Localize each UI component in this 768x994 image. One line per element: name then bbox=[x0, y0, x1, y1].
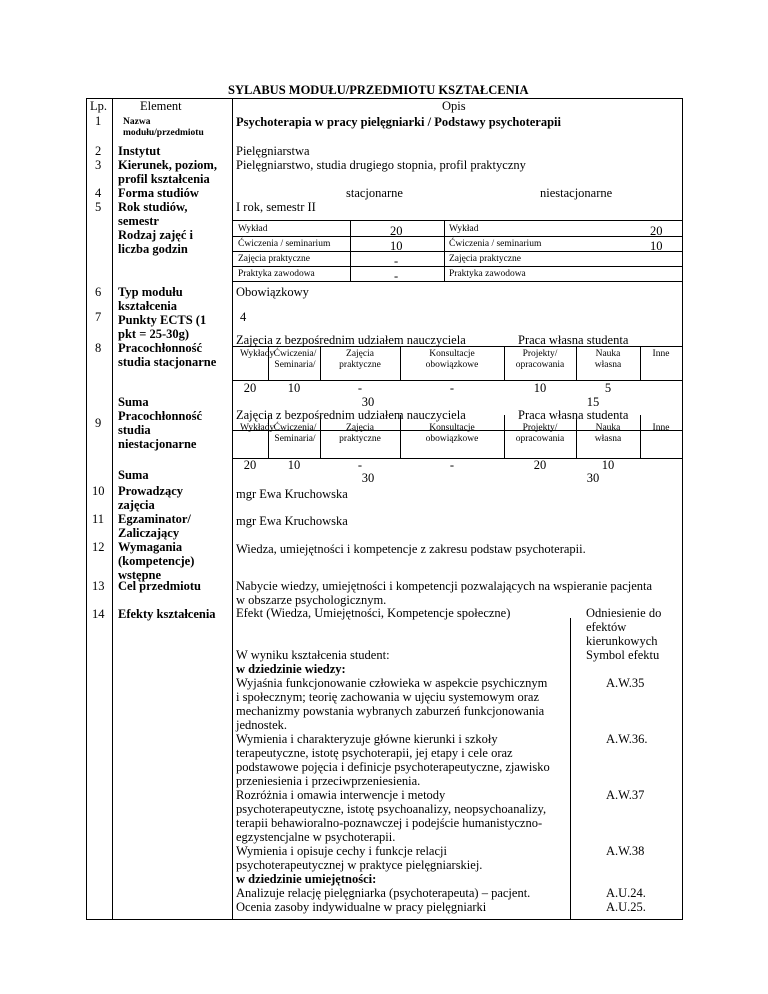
hours-label: Ćwiczenia / seminarium bbox=[238, 239, 331, 249]
effects-header: Efekt (Wiedza, Umiejętności, Kompetencje społeczne) bbox=[236, 606, 511, 620]
row-label: Rodzaj zajęć i bbox=[118, 228, 193, 242]
effects-heading: w dziedzinie wiedzy: bbox=[236, 662, 346, 676]
col-header: praktyczne bbox=[339, 360, 381, 370]
workload-sum-own: 30 bbox=[586, 471, 600, 485]
row-label: pkt = 25-30g) bbox=[118, 327, 190, 341]
col-header: opracowania bbox=[515, 434, 565, 444]
hours-value: - bbox=[394, 254, 399, 268]
header-lp: Lp. bbox=[90, 99, 108, 113]
row-label: Wymagania bbox=[118, 540, 183, 554]
row-value: Nabycie wiedzy, umiejętności i kompetencji pozwalających na wspieranie pacjenta bbox=[236, 579, 653, 593]
row-number: 10 bbox=[92, 484, 105, 498]
workload-sum-own: 15 bbox=[586, 395, 600, 409]
workload-value: 10 bbox=[533, 381, 547, 395]
row-value: Pielęgniarstwa bbox=[236, 144, 310, 158]
hours-label: Praktyka zawodowa bbox=[238, 269, 315, 279]
effect-line: jednostek. bbox=[236, 718, 288, 732]
effect-line: terapii behawioralno-poznawczej i podejście humanistyczno- bbox=[236, 816, 543, 830]
effect-line: psychoterapeutycznej w praktyce pielęgniarskiej. bbox=[236, 858, 483, 872]
col-header: obowiązkowe bbox=[425, 360, 479, 370]
effect-code: A.U.25. bbox=[606, 900, 646, 914]
col-header: własna bbox=[594, 360, 622, 370]
row-label: Forma studiów bbox=[118, 186, 199, 200]
effect-line: egzystencjalne w psychoterapii. bbox=[236, 830, 396, 844]
row-label: wstępne bbox=[118, 568, 162, 582]
hours-label: Wykład bbox=[449, 224, 479, 234]
row-value: w obszarze psychologicznym. bbox=[236, 593, 387, 607]
workload-contact-label: Zajęcia z bezpośrednim udziałem nauczyciela bbox=[236, 408, 466, 422]
effect-code: A.U.24. bbox=[606, 886, 646, 900]
header-element: Element bbox=[140, 99, 182, 113]
row-number: 12 bbox=[92, 540, 105, 554]
header-opis: Opis bbox=[442, 99, 466, 113]
workload-value: - bbox=[449, 458, 455, 472]
row-value: stacjonarne bbox=[346, 186, 403, 200]
row-label: (kompetencje) bbox=[118, 554, 195, 568]
workload-value: - bbox=[357, 381, 363, 395]
row-label: Egzaminator/ bbox=[118, 512, 191, 526]
col-header: Wykłady bbox=[240, 423, 275, 433]
col-header: Projekty/ bbox=[522, 423, 558, 433]
row-label: semestr bbox=[118, 214, 159, 228]
effects-heading: w dziedzinie umiejętności: bbox=[236, 872, 377, 886]
col-header: Wykłady bbox=[240, 349, 275, 359]
row-label: Pracochłonność bbox=[118, 341, 203, 355]
row-number: 8 bbox=[95, 341, 102, 355]
effect-code: A.W.38 bbox=[606, 844, 645, 858]
effect-line: terapeutyczne, istotę psychoterapii, jej etapy i cele oraz bbox=[236, 746, 513, 760]
effects-ref: Odniesienie do bbox=[586, 606, 662, 620]
row-number: 6 bbox=[95, 285, 102, 299]
row-label: Kierunek, poziom, bbox=[118, 158, 217, 172]
row-label: Instytut bbox=[118, 144, 161, 158]
row-label: Nazwa bbox=[123, 117, 151, 127]
effect-line: i społecznym; teorię zachowania w ujęciu systemowym oraz bbox=[236, 690, 540, 704]
col-header: Konsultacje bbox=[429, 349, 475, 359]
row-number: 3 bbox=[95, 158, 102, 172]
effect-line: Rozróżnia i omawia interwencje i metody bbox=[236, 788, 446, 802]
row-number: 5 bbox=[95, 200, 102, 214]
row-label: Pracochłonność bbox=[118, 409, 203, 423]
row-label: studia stacjonarne bbox=[118, 355, 217, 369]
workload-value: 20 bbox=[243, 381, 257, 395]
row-number: 11 bbox=[92, 512, 105, 526]
row-label: zajęcia bbox=[118, 498, 155, 512]
col-header: praktyczne bbox=[339, 434, 381, 444]
row-number: 1 bbox=[95, 114, 102, 128]
effects-ref: efektów bbox=[586, 620, 627, 634]
row-label: niestacjonarne bbox=[118, 437, 197, 451]
workload-value: 10 bbox=[601, 458, 615, 472]
workload-value: 10 bbox=[287, 381, 301, 395]
effect-code: A.W.36. bbox=[606, 732, 648, 746]
col-header: Zajęcia bbox=[346, 423, 374, 433]
effect-code: A.W.35 bbox=[606, 676, 645, 690]
col-header: Inne bbox=[652, 349, 670, 359]
hours-value: - bbox=[394, 269, 399, 283]
row-sum-label: Suma bbox=[118, 468, 149, 482]
row-value: mgr Ewa Kruchowska bbox=[236, 487, 348, 501]
page-title: SYLABUS MODUŁU/PRZEDMIOTU KSZTAŁCENIA bbox=[228, 83, 529, 97]
row-value: I rok, semestr II bbox=[236, 200, 316, 214]
workload-value: - bbox=[357, 458, 363, 472]
col-header: własna bbox=[594, 434, 622, 444]
effect-code: A.W.37 bbox=[606, 788, 645, 802]
row-value: Pielęgniarstwo, studia drugiego stopnia, profil praktyczny bbox=[236, 158, 526, 172]
workload-value: 20 bbox=[243, 458, 257, 472]
hours-label: Ćwiczenia / seminarium bbox=[449, 239, 542, 249]
hours-value: 10 bbox=[650, 239, 663, 253]
workload-own-label: Praca własna studenta bbox=[518, 333, 629, 347]
row-label: profil kształcenia bbox=[118, 172, 210, 186]
col-header: Konsultacje bbox=[429, 423, 475, 433]
row-label: liczba godzin bbox=[118, 242, 188, 256]
row-label: studia bbox=[118, 423, 151, 437]
row-label: kształcenia bbox=[118, 299, 178, 313]
hours-label: Zajęcia praktyczne bbox=[238, 254, 310, 264]
row-sum-label: Suma bbox=[118, 395, 149, 409]
row-number: 7 bbox=[95, 310, 102, 324]
row-value: Obowiązkowy bbox=[236, 285, 309, 299]
row-label: Efekty kształcenia bbox=[118, 607, 216, 621]
col-header: Nauka bbox=[595, 349, 621, 359]
row-number: 14 bbox=[92, 607, 105, 621]
row-label: Typ modułu bbox=[118, 285, 183, 299]
row-number: 2 bbox=[95, 144, 102, 158]
workload-sum-contact: 30 bbox=[361, 395, 375, 409]
hours-value: 20 bbox=[390, 224, 403, 238]
col-header: opracowania bbox=[515, 360, 565, 370]
effect-line: Wymienia i charakteryzuje główne kierunki i szkoły bbox=[236, 732, 498, 746]
workload-sum-contact: 30 bbox=[361, 471, 375, 485]
col-header: Seminaria/ bbox=[274, 360, 316, 370]
col-header: Zajęcia bbox=[346, 349, 374, 359]
effect-line: Ocenia zasoby indywidualne w pracy pielęgniarki bbox=[236, 900, 487, 914]
hours-value: 10 bbox=[390, 239, 403, 253]
effect-line: mechanizmy powstania wybranych zaburzeń funkcjonowania bbox=[236, 704, 545, 718]
row-value: niestacjonarne bbox=[540, 186, 613, 200]
col-header: obowiązkowe bbox=[425, 434, 479, 444]
col-header: Nauka bbox=[595, 423, 621, 433]
row-label: Prowadzący bbox=[118, 484, 184, 498]
col-header: Projekty/ bbox=[522, 349, 558, 359]
effect-line: Wyjaśnia funkcjonowanie człowieka w aspekcie psychicznym bbox=[236, 676, 548, 690]
effects-ref: kierunkowych bbox=[586, 634, 658, 648]
workload-contact-label: Zajęcia z bezpośrednim udziałem nauczyciela bbox=[236, 333, 466, 347]
row-label: Cel przedmiotu bbox=[118, 579, 201, 593]
workload-own-label: Praca własna studenta bbox=[518, 408, 629, 422]
col-header: Seminaria/ bbox=[274, 434, 316, 444]
workload-value: - bbox=[449, 381, 455, 395]
row-label: Punkty ECTS (1 bbox=[118, 313, 207, 327]
effect-line: Analizuje relację pielęgniarka (psychoterapeuta) – pacjent. bbox=[236, 886, 531, 900]
row-label: Rok studiów, bbox=[118, 200, 188, 214]
hours-value: 20 bbox=[650, 224, 663, 238]
row-label: modułu/przedmiotu bbox=[123, 128, 204, 138]
hours-label: Wykład bbox=[238, 224, 268, 234]
col-header: Inne bbox=[652, 423, 670, 433]
hours-label: Praktyka zawodowa bbox=[449, 269, 526, 279]
workload-value: 20 bbox=[533, 458, 547, 472]
col-header: Ćwiczenia/ bbox=[273, 349, 317, 359]
effects-intro: W wyniku kształcenia student: bbox=[236, 648, 390, 662]
row-number: 13 bbox=[92, 579, 105, 593]
workload-value: 10 bbox=[287, 458, 301, 472]
effects-ref: Symbol efektu bbox=[586, 648, 660, 662]
col-header: Ćwiczenia/ bbox=[273, 423, 317, 433]
row-value: 4 bbox=[240, 310, 247, 324]
effect-line: przeniesienia i przeciwprzeniesienia. bbox=[236, 774, 421, 788]
row-value: Wiedza, umiejętności i kompetencje z zakresu podstaw psychoterapii. bbox=[236, 542, 586, 556]
row-label: Zaliczający bbox=[118, 526, 180, 540]
row-value: mgr Ewa Kruchowska bbox=[236, 514, 348, 528]
row-number: 9 bbox=[95, 416, 102, 430]
hours-label: Zajęcia praktyczne bbox=[449, 254, 521, 264]
effect-line: podstawowe pojęcia i definicje psychoterapeutyczne, zjawisko bbox=[236, 760, 550, 774]
row-number: 4 bbox=[95, 186, 102, 200]
workload-value: 5 bbox=[604, 381, 612, 395]
effect-line: Wymienia i opisuje cechy i funkcje relacji bbox=[236, 844, 447, 858]
row-value: Psychoterapia w pracy pielęgniarki / Podstawy psychoterapii bbox=[236, 115, 561, 129]
effect-line: psychoterapeutyczne, istotę psychoanalizy, neopsychoanalizy, bbox=[236, 802, 547, 816]
